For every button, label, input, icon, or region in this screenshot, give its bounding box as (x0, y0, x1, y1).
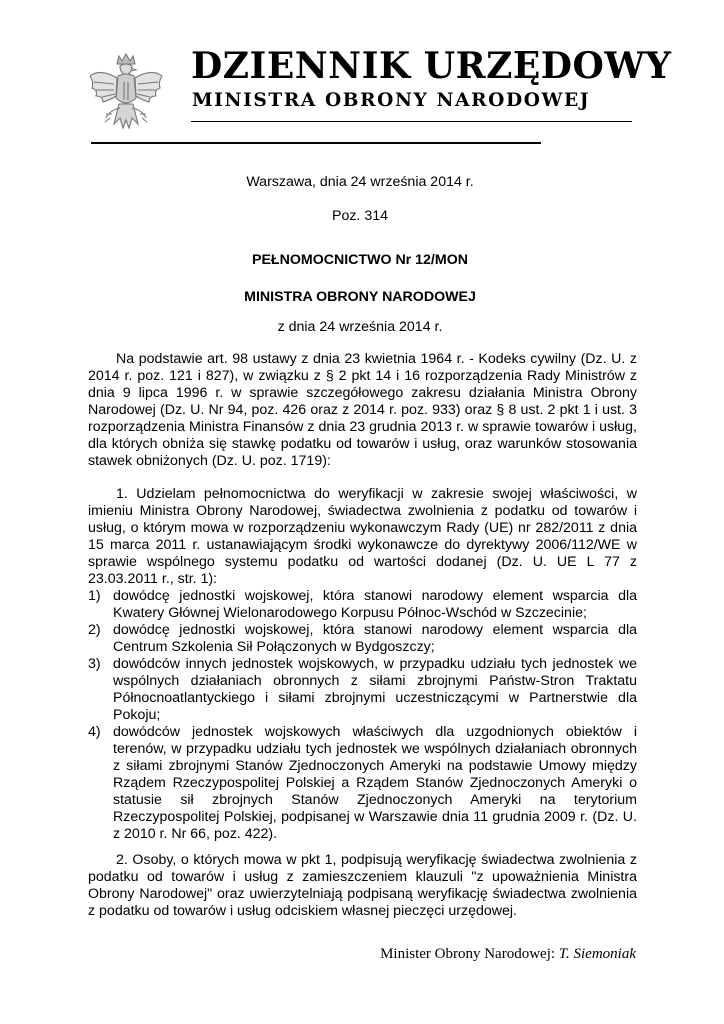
place-date: Warszawa, dnia 24 września 2014 r. (246, 174, 474, 190)
list-item (88, 622, 637, 656)
list-item-text: dowódcę jednostki wojskowej, która stanowi narodowy element wsparcia dla Kwatery Głównej Wielonarodowego Korpusu Północ-Wschód w Szczecinie; (113, 588, 637, 621)
polish-eagle-emblem (86, 52, 166, 144)
position-number: Poz. 314 (331, 208, 388, 224)
journal-subtitle: MINISTRA OBRONY NARODOWEJ (192, 90, 591, 111)
paragraph-2: 2. Osoby, o których mowa w pkt 1, podpisują weryfikację świadectwa zwolnienia z podatku od towarów i usług z zamieszczeniem klauzuli "z upoważnienia Ministra Obrony Narodowej" oraz uwierzytelniają podpisaną weryfikację świadectwa zwolnienia z podatku od towarów i usług odciskiem własnej pieczęci urzędowej. (88, 852, 637, 919)
signature-name: T. Siemoniak (558, 946, 636, 962)
list-item-number: 3) (88, 656, 101, 672)
list-item-number: 4) (88, 724, 101, 740)
paragraph-1-block (88, 486, 637, 588)
header-thin-rule (191, 121, 632, 122)
authorized-persons-list (88, 588, 637, 843)
list-item-text: dowódców jednostek wojskowych właściwych dla uzgodnionych obiektów i terenów, w przypadku udziału tych jednostek we wspólnych działaniach obronnych z siłami zbrojnymi Stanów Zjednoczonych Ameryki na podstawie Umowy między Rządem Rzeczypospolitej Polskiej a Rządem Stanów Zjednoczonych Ameryki o statusie sił zbrojnych Stanów Zjednoczonych Ameryki na terytorium Rzeczypospolitej Polskiej, podpisanej w Warszawie dnia 11 grudnia 2009 r. (Dz. U. z 2010 r. Nr 66, poz. 422). (113, 724, 637, 842)
list-item-number: 2) (88, 622, 101, 638)
act-title: PEŁNOMOCNICTWO Nr 12/MON (252, 252, 468, 268)
act-issuer: MINISTRA OBRONY NARODOWEJ (244, 289, 476, 305)
list-item (88, 656, 637, 724)
paragraph-2-block (88, 852, 637, 920)
signature (380, 945, 636, 963)
list-item-text: dowódcę jednostki wojskowej, która stanowi narodowy element wsparcia dla Centrum Szkolenia Sił Połączonych w Bydgoszczy; (113, 622, 637, 655)
list-item-text: dowódców innych jednostek wojskowych, w przypadku udziału tych jednostek we wspólnych działaniach obronnych z siłami zbrojnymi Państw-Stron Traktatu Północnoatlantyckiego i siłami zbrojnymi uczestniczącymi w Partnerstwie dla Pokoju; (113, 656, 637, 723)
header-thick-rule (91, 142, 541, 144)
list-item (88, 588, 637, 622)
list-item-number: 1) (88, 588, 101, 604)
paragraph-1: 1. Udzielam pełnomocnictwa do weryfikacji w zakresie swojej właściwości, w imieniu Ministra Obrony Narodowej, świadectwa zwolnienia z podatku od towarów i usług, o którym mowa w rozporządzeniu wykonawczym Rady (UE) nr 282/2011 z dnia 15 marca 2011 r. ustanawiającym środki wykonawcze do dyrektywy 2006/112/WE w sprawie wspólnego systemu podatku od wartości dodanej (Dz. U. UE L 77 z 23.03.2011 r., str. 1): (88, 486, 637, 587)
act-date: z dnia 24 września 2014 r. (277, 319, 443, 335)
list-item (88, 724, 637, 843)
preamble: Na podstawie art. 98 ustawy z dnia 23 kwietnia 1964 r. - Kodeks cywilny (Dz. U. z 2014 r. poz. 121 i 827), w związku z § 2 pkt 14 i 16 rozporządzenia Rady Ministrów z dnia 9 lipca 1996 r. w sprawie szczegółowego zakresu działania Ministra Obrony Narodowej (Dz. U. Nr 94, poz. 426 oraz z 2014 r. poz. 933) oraz § 8 ust. 2 pkt 1 i ust. 3 rozporządzenia Ministra Finansów z dnia 23 grudnia 2013 r. w sprawie towarów i usług, dla których obniża się stawkę podatku od towarów i usług, oraz warunków stosowania stawek obniżonych (Dz. U. poz. 1719): (88, 351, 637, 469)
signature-role: Minister Obrony Narodowej: (380, 946, 556, 962)
journal-title: DZIENNIK URZĘDOWY (191, 45, 672, 87)
preamble-block (88, 351, 637, 470)
